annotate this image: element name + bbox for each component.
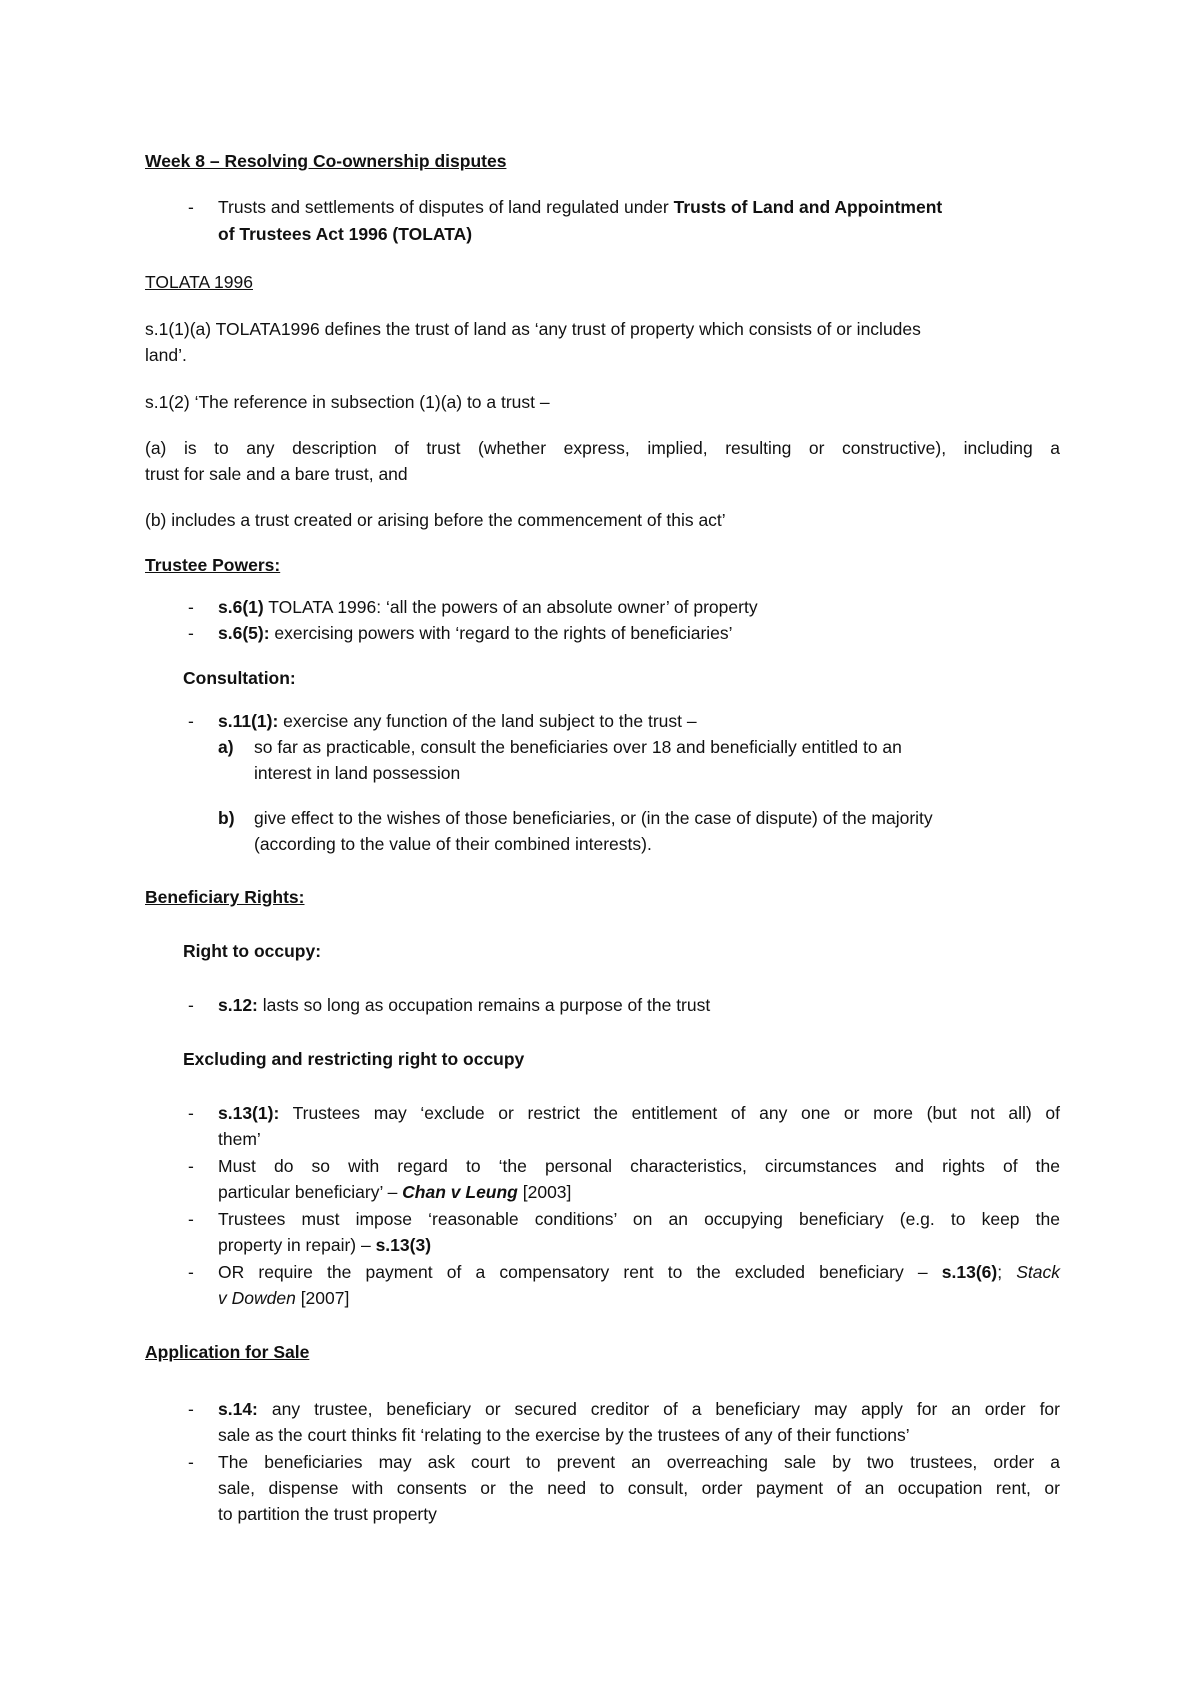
s14-text: any trustee, beneficiary or secured creditor of a beneficiary may apply for an order for (257, 1399, 1060, 1419)
section-heading-tolata: TOLATA 1996 (145, 272, 253, 292)
s1-2-line: s.1(2) ‘The reference in subsection (1)(a) to a trust – (145, 392, 550, 412)
section-heading-application-for-sale: Application for Sale (145, 1342, 310, 1362)
s1-1a-line-1: s.1(1)(a) TOLATA1996 defines the trust of land as ‘any trust of property which consists of or includes (145, 319, 921, 339)
s12-line (218, 992, 710, 1018)
section-ref: s.6(5): (218, 623, 270, 643)
section-ref: s.6(1) (218, 597, 264, 617)
clause-b-line: (b) includes a trust created or arising before the commencement of this act’ (145, 510, 726, 530)
intro-line-1 (218, 194, 942, 220)
subheading-right-to-occupy: Right to occupy: (183, 941, 322, 961)
sub-b-line-2: (according to the value of their combined interests). (254, 834, 652, 854)
power-text: TOLATA 1996: ‘all the powers of an absolute owner’ of property (263, 597, 758, 617)
subheading-consultation: Consultation: (183, 668, 296, 688)
ben-line-1: The beneficiaries may ask court to prevent an overreaching sale by two trustees, order a (218, 1452, 1060, 1472)
section-ref: s.13(3) (375, 1235, 432, 1255)
act-name: Trusts of Land and Appointment (673, 197, 943, 217)
intro-text: Trusts and settlements of disputes of land regulated under (218, 197, 674, 217)
clause-a-line-1: (a) is to any description of trust (whether express, implied, resulting or constructive), including a (145, 438, 1060, 458)
s14-line-2: sale as the court thinks fit ‘relating to the exercise by the trustees of any of their functions’ (218, 1425, 910, 1445)
bullet-dash: - (188, 1103, 194, 1123)
case-year: [2007] (295, 1288, 350, 1308)
must-line-1: Must do so with regard to ‘the personal characteristics, circumstances and rights of the (218, 1156, 1060, 1176)
impose-line-1: Trustees must impose ‘reasonable conditions’ on an occupying beneficiary (e.g. to keep the (218, 1209, 1060, 1229)
s13-line-1 (218, 1100, 1060, 1126)
ben-line-2: sale, dispense with consents or the need to consult, order payment of an occupation rent, or (218, 1478, 1060, 1498)
sub-label-a: a) (218, 737, 234, 757)
s11-text: exercise any function of the land subject to the trust – (278, 711, 697, 731)
section-heading-beneficiary-rights: Beneficiary Rights: (145, 887, 305, 907)
must-line-2 (218, 1179, 571, 1205)
sub-a-line-2: interest in land possession (254, 763, 461, 783)
or-sep: ; (997, 1262, 1017, 1282)
or-text: OR require the payment of a compensatory rent to the excluded beneficiary – (218, 1262, 942, 1282)
bullet-dash: - (188, 1156, 194, 1176)
bullet-dash: - (188, 711, 194, 731)
sub-a-line-1: so far as practicable, consult the beneficiaries over 18 and beneficially entitled to an (254, 737, 902, 757)
power-item (218, 620, 733, 646)
ben-line-3: to partition the trust property (218, 1504, 437, 1524)
act-name-cont: of Trustees Act 1996 (TOLATA) (218, 224, 473, 244)
s13-text: Trustees may ‘exclude or restrict the entitlement of any one or more (but not all) of (279, 1103, 1060, 1123)
bullet-dash: - (188, 1399, 194, 1419)
bullet-dash: - (188, 1452, 194, 1472)
bullet-dash: - (188, 197, 194, 217)
s1-1a-line-2: land’. (145, 345, 187, 365)
bullet-dash: - (188, 995, 194, 1015)
case-name: Stack (1016, 1262, 1061, 1282)
case-name: Chan v Leung (402, 1182, 518, 1202)
impose-line-2 (218, 1232, 431, 1258)
section-ref: s.14: (218, 1399, 258, 1419)
case-year: [2003] (517, 1182, 572, 1202)
s14-line-1 (218, 1396, 1060, 1422)
sub-label-b: b) (218, 808, 235, 828)
bullet-dash: - (188, 623, 194, 643)
or-line-1 (218, 1259, 1060, 1285)
must-text: particular beneficiary’ – (218, 1182, 403, 1202)
subheading-excluding: Excluding and restricting right to occupy (183, 1049, 525, 1069)
power-item (218, 594, 758, 620)
bullet-dash: - (188, 1209, 194, 1229)
section-ref: s.13(6) (941, 1262, 998, 1282)
or-line-2 (218, 1285, 349, 1311)
section-ref: s.12: (218, 995, 258, 1015)
s11-line (218, 708, 697, 734)
s13-line-2: them’ (218, 1129, 261, 1149)
section-ref: s.11(1): (218, 711, 279, 731)
bullet-dash: - (188, 1262, 194, 1282)
section-ref: s.13(1): (218, 1103, 280, 1123)
power-text: exercising powers with ‘regard to the rights of beneficiaries’ (269, 623, 733, 643)
bullet-dash: - (188, 597, 194, 617)
impose-text: property in repair) – (218, 1235, 376, 1255)
case-name: v Dowden (218, 1288, 296, 1308)
s12-text: lasts so long as occupation remains a purpose of the trust (257, 995, 711, 1015)
sub-b-line-1: give effect to the wishes of those beneficiaries, or (in the case of dispute) of the majority (254, 808, 933, 828)
clause-a-line-2: trust for sale and a bare trust, and (145, 464, 408, 484)
page-title: Week 8 – Resolving Co-ownership disputes (145, 151, 507, 171)
section-heading-trustee-powers: Trustee Powers: (145, 555, 281, 575)
